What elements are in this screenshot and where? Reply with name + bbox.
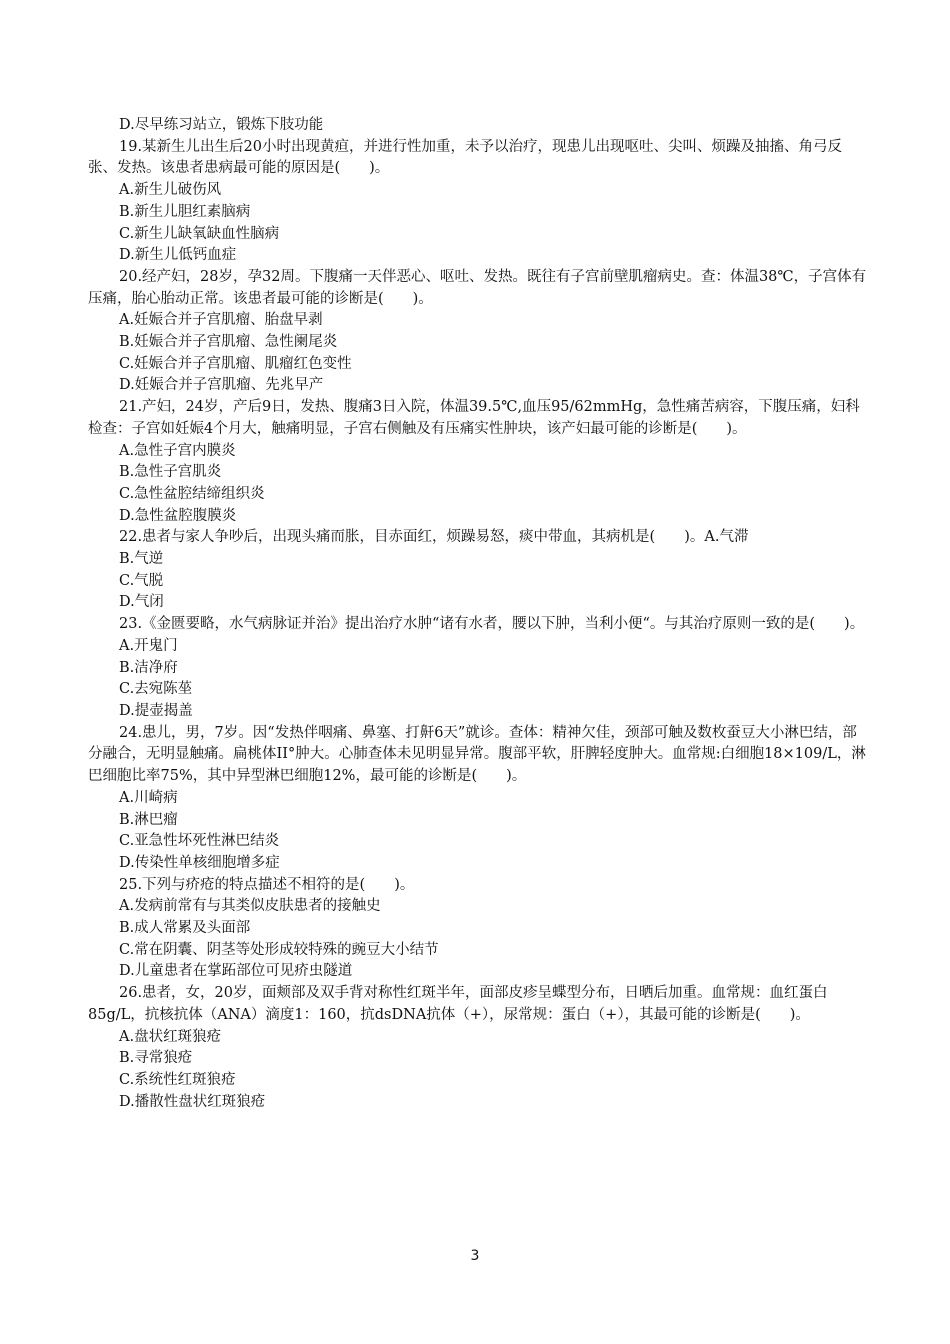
option-20-d: D.妊娠合并子宫肌瘤、先兆早产	[119, 377, 324, 394]
option-22-b: B.气逆	[119, 551, 164, 568]
option-25-a: A.发病前常有与其类似皮肤患者的接触史	[119, 898, 381, 915]
option-26-a: A.盘状红斑狼疮	[119, 1028, 222, 1045]
option-19-d: D.新生儿低钙血症	[119, 247, 237, 264]
option-25-b: B.成人常累及头面部	[119, 920, 251, 937]
page-number: 3	[470, 1248, 480, 1264]
option-20-c: C.妊娠合并子宫肌瘤、肌瘤红色变性	[119, 355, 352, 372]
option-23-b: B.洁净府	[119, 659, 178, 676]
option-24-a: A.川崎病	[119, 789, 178, 806]
question-26-stem: 26.患者，女，20岁，面颊部及双手背对称性红斑半年，面部皮疹呈蝶型分布，日晒后加重。血常规：血红蛋白85g/L，抗核抗体（ANA）滴度1：160，抗dsDNA抗体（+），尿常规：蛋白（+），其最可能的诊断是( )。	[88, 985, 828, 1023]
option-22-d: D.气闭	[119, 594, 164, 611]
option-26-d: D.播散性盘状红斑狼疮	[119, 1093, 266, 1110]
option-22-c: C.气脱	[119, 572, 164, 589]
option-21-c: C.急性盆腔结缔组织炎	[119, 485, 265, 502]
option-24-b: B.淋巴瘤	[119, 811, 178, 828]
question-25-stem: 25.下列与疥疮的特点描述不相符的是( )。	[119, 876, 415, 893]
option-21-b: B.急性子宫肌炎	[119, 464, 222, 481]
option-20-a: A.妊娠合并子宫肌瘤、胎盘早剥	[119, 312, 323, 329]
option-25-c: C.常在阴囊、阴茎等处形成较特殊的豌豆大小结节	[119, 941, 439, 958]
option-24-c: C.亚急性坏死性淋巴结炎	[119, 833, 280, 850]
question-23-stem: 23.《金匮要略，水气病脉证并治》提出治疗水肿“诸有水者，腰以下肿，当利小便“。与其治疗原则一致的是( )。	[119, 616, 865, 633]
question-22-stem: 22.患者与家人争吵后，出现头痛而胀，目赤面红，烦躁易怒，痰中带血，其病机是( )。A.气滞	[119, 529, 749, 546]
option-21-d: D.急性盆腔腹膜炎	[119, 507, 237, 524]
option-23-d: D.提壶揭盖	[119, 702, 193, 719]
option-25-d: D.儿童患者在掌跖部位可见疥虫隧道	[119, 963, 353, 980]
option-23-c: C.去宛陈莝	[119, 681, 193, 698]
option-24-d: D.传染性单核细胞增多症	[119, 854, 280, 871]
option-19-c: C.新生儿缺氧缺血性脑病	[119, 225, 280, 242]
question-19-stem: 19.某新生儿出生后20小时出现黄疸，并进行性加重，未予以治疗，现患儿出现呕吐、尖叫、烦躁及抽搐、角弓反张、发热。该患者患病最可能的原因是( )。	[88, 138, 843, 177]
option-26-b: B.寻常狼疮	[119, 1050, 193, 1067]
option-19-b: B.新生儿胆红素脑病	[119, 203, 251, 220]
option-18-d: D.尽早练习站立，锻炼下肢功能	[119, 117, 324, 133]
question-24-stem: 24.患儿，男，7岁。因“发热伴咽痛、鼻塞、打鼾6天”就诊。查体：精神欠佳，颈部可触及数枚蚕豆大小淋巴结，部分融合，无明显触痛。扁桃体II°肿大。心肺查体未见明显异常。腹部平软，肝脾轻度肿大。血常规:白细胞18×109/L，淋巴细胞比率75%，其中异型淋巴细胞12%，最可能的诊断是( )。	[88, 724, 866, 785]
option-21-a: A.急性子宫内膜炎	[119, 442, 236, 459]
question-21-stem: 21.产妇，24岁，产后9日，发热、腹痛3日入院，体温39.5℃,血压95/62mmHg，急性痛苦病容，下腹压痛，妇科检查：子宫如妊娠4个月大，触痛明显，子宫右侧触及有压痛实性肿块，该产妇最可能的诊断是( )。	[88, 399, 860, 437]
option-19-a: A.新生儿破伤风	[119, 182, 222, 199]
question-20-stem: 20.经产妇，28岁，孕32周。下腹痛一天伴恶心、呕吐、发热。既往有子宫前壁肌瘤病史。查：体温38℃，子宫体有压痛，胎心胎动正常。该患者最可能的诊断是( )。	[88, 268, 867, 307]
question-content	[88, 115, 870, 1113]
option-20-b: B.妊娠合并子宫肌瘤、急性阑尾炎	[119, 334, 338, 351]
option-26-c: C.系统性红斑狼疮	[119, 1071, 236, 1088]
option-23-a: A.开鬼门	[119, 637, 178, 654]
